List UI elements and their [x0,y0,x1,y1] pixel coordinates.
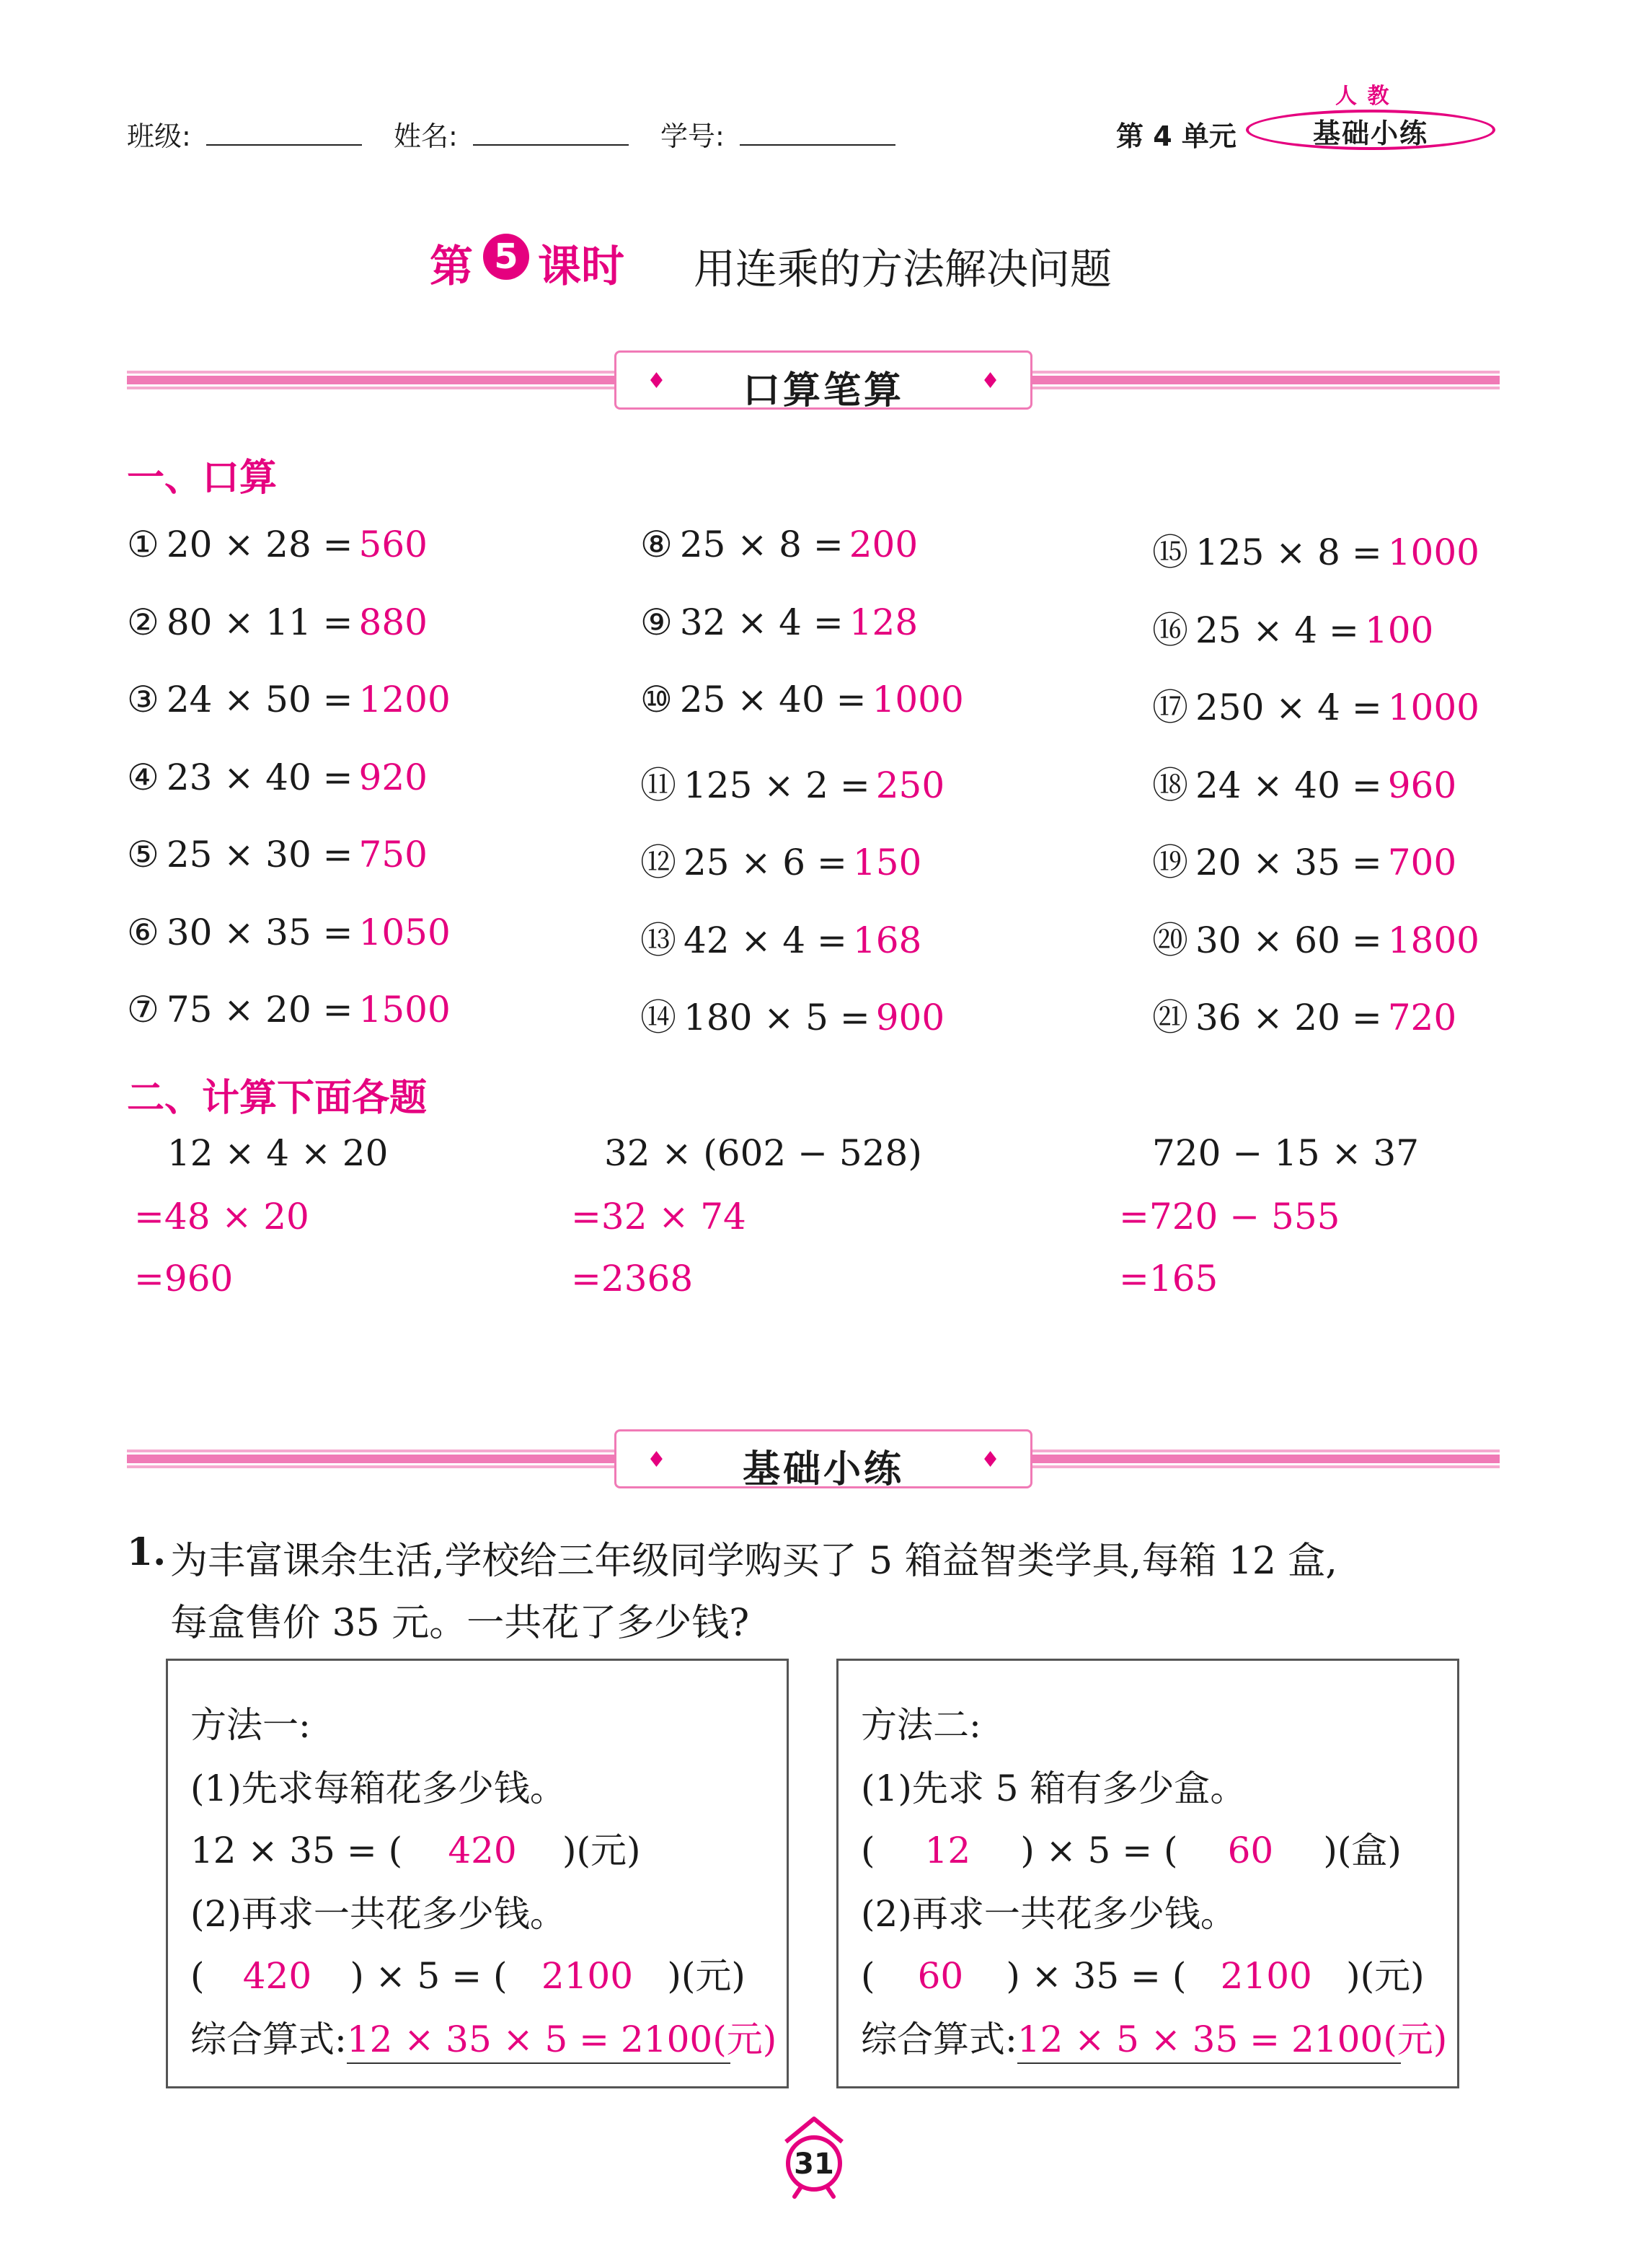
item-answer[interactable]: 1500 [358,989,451,1031]
oral-item [1152,679,1479,731]
item-number: ⑤ [127,834,159,875]
lesson-number-badge [483,234,529,280]
item-question: 250 × 4 = [1195,687,1382,728]
item-question: 32 × 4 = [679,601,844,643]
combined-label: 综合算式: [190,2018,347,2060]
banner-title: 基础小练 [742,1448,904,1491]
combined-answer[interactable]: 12 × 35 × 5 = 2100(元) [347,2011,730,2064]
item-answer[interactable]: 880 [358,601,428,643]
item-number: ① [127,524,159,565]
item-number: ③ [127,679,159,720]
method-one-step1: (1)先求每箱花多少钱。 [190,1768,566,1809]
problem-step: =2368 [571,1258,694,1300]
answer-blank[interactable]: 60 [917,1955,964,1997]
item-answer[interactable]: 560 [358,524,428,565]
oral-item [1152,834,1456,886]
oral-item [640,756,944,808]
oral-item [1152,912,1479,963]
class-label: 班级: [127,120,191,152]
oral-item [1152,524,1479,575]
answer-blank[interactable]: 420 [242,1955,312,1997]
answer-blank[interactable]: 2100 [1220,1955,1312,1997]
oral-item [640,524,918,565]
diamond-icon: ♦ [647,369,666,394]
problem-step: =165 [1119,1258,1218,1300]
combined-label: 综合算式: [861,2018,1017,2060]
item-number: ⑮ [1152,531,1188,573]
oral-item [640,912,921,963]
item-answer[interactable]: 200 [849,524,919,565]
item-question: 36 × 20 = [1195,997,1382,1038]
banner-oral-written [614,350,1032,410]
method-two-title: 方法二: [861,1704,981,1746]
item-question: 25 × 4 = [1195,609,1359,651]
item-question: 24 × 50 = [166,679,353,720]
item-answer[interactable]: 900 [875,997,945,1038]
problem-text-line1: 为丰富课余生活,学校给三年级同学购买了 5 箱益智类学具,每箱 12 盒, [170,1540,1337,1583]
problem-expression: 32 × (602 − 528) [604,1132,922,1174]
method-two-step1: (1)先求 5 箱有多少盒。 [861,1768,1247,1809]
equation-mid: ) × 35 = ( [1006,1955,1187,1997]
item-number: ⑥ [127,911,159,953]
equation-left: 12 × 35 = ( [190,1830,403,1871]
item-question: 20 × 35 = [1195,842,1382,883]
item-number: ⑨ [640,601,673,643]
item-answer[interactable]: 750 [358,834,428,875]
item-question: 24 × 40 = [1195,764,1382,806]
diamond-icon: ♦ [981,1447,1000,1473]
equation-right: )(元) [1346,1955,1425,1997]
item-question: 25 × 40 = [679,679,867,720]
equation-right: )(元) [667,1955,746,1997]
item-question: 25 × 8 = [679,524,844,565]
oral-item [640,834,921,886]
oral-item [1152,601,1433,653]
item-question: 30 × 35 = [166,911,353,953]
item-question: 30 × 60 = [1195,919,1382,961]
oral-item [127,679,451,720]
item-answer[interactable]: 1000 [1387,687,1479,728]
item-answer[interactable]: 920 [358,756,428,798]
problem-expression: 720 − 15 × 37 [1152,1132,1420,1174]
banner-basic-practice [614,1429,1032,1491]
problem-number: 1. [127,1530,167,1574]
problem-step: =48 × 20 [134,1196,309,1237]
problem-step: =32 × 74 [571,1196,746,1237]
item-question: 125 × 8 = [1195,531,1382,573]
item-number: ⑯ [1152,609,1188,651]
item-answer[interactable]: 1000 [872,679,964,720]
oral-item [1152,989,1456,1041]
oral-item [127,524,428,565]
item-question: 25 × 30 = [166,834,353,875]
item-number: ⑧ [640,524,673,565]
item-answer[interactable]: 1000 [1387,531,1479,573]
item-number: ⑱ [1152,764,1188,806]
name-label: 姓名: [394,120,458,152]
item-question: 80 × 11 = [166,601,353,643]
unit-label: 第 4 单元 [1116,120,1237,152]
item-number: ④ [127,756,159,798]
lesson-number: 5 [494,237,518,277]
lesson-topic: 用连乘的方法解决问题 [694,244,1112,294]
diamond-icon: ♦ [981,369,1000,394]
item-number: ㉑ [1152,997,1188,1038]
answer-blank[interactable]: 60 [1227,1830,1274,1871]
oral-item [127,912,451,953]
series-logo-text: 基础小练 [1312,118,1428,149]
diamond-icon: ♦ [647,1447,666,1473]
problem-text-line2: 每盒售价 35 元。一共花了多少钱? [170,1602,750,1645]
answer-blank[interactable]: 2100 [541,1955,634,1997]
oral-item [127,756,428,798]
item-answer[interactable]: 960 [1387,764,1457,806]
item-question: 20 × 28 = [166,524,353,565]
item-number: ⑭ [640,997,676,1038]
oral-item [127,601,428,643]
equation-right: )(元) [562,1830,641,1871]
equation-mid: ) × 5 = ( [1020,1830,1178,1871]
item-answer[interactable]: 100 [1364,609,1434,651]
series-top: 人 教 [1335,84,1391,109]
class-field[interactable] [206,144,362,146]
item-answer[interactable]: 150 [852,842,922,883]
oral-item [640,989,944,1041]
paren: ( [861,1955,875,1997]
item-question: 125 × 2 = [684,764,870,806]
item-answer[interactable]: 720 [1387,997,1457,1038]
title-prefix: 第 [430,242,473,292]
paren: ( [861,1830,875,1871]
oral-item [127,989,451,1031]
item-number: ⑪ [640,764,676,806]
item-answer[interactable]: 168 [852,919,922,961]
id-field[interactable] [740,144,895,146]
item-answer[interactable]: 1050 [358,911,451,953]
item-number: ⑩ [640,679,673,720]
item-number: ⑲ [1152,842,1188,883]
item-number: ⑳ [1152,919,1188,961]
id-label: 学号: [660,120,725,152]
banner-title: 口算笔算 [742,369,904,412]
item-number: ⑰ [1152,687,1188,728]
item-number: ⑦ [127,989,159,1031]
item-number: ⑫ [640,842,676,883]
section-heading-compute: 二、计算下面各题 [127,1077,428,1120]
answer-blank[interactable]: 420 [448,1830,517,1871]
problem-step: =720 − 555 [1119,1196,1340,1237]
item-number: ② [127,601,159,643]
problem-step: =960 [134,1258,234,1300]
oral-item [640,679,964,720]
item-question: 42 × 4 = [684,919,847,961]
item-answer[interactable]: 700 [1387,842,1457,883]
answer-blank[interactable]: 12 [924,1830,971,1871]
item-answer[interactable]: 250 [875,764,945,806]
item-question: 25 × 6 = [684,842,847,883]
method-one-step2: (2)再求一共花多少钱。 [190,1893,566,1935]
title-suffix: 课时 [538,242,624,292]
item-question: 180 × 5 = [684,997,870,1038]
problem-expression: 12 × 4 × 20 [167,1132,389,1174]
method-one-title: 方法一: [190,1704,311,1746]
method-two-step2: (2)再求一共花多少钱。 [861,1893,1237,1935]
oral-item [127,834,428,875]
name-field[interactable] [473,144,629,146]
item-question: 23 × 40 = [166,756,353,798]
item-question: 75 × 20 = [166,989,353,1031]
equation-right: )(盒) [1323,1830,1402,1871]
equation-mid: ) × 5 = ( [350,1955,508,1997]
page-number: 31 [794,2148,834,2181]
item-answer[interactable]: 1200 [358,679,451,720]
combined-answer[interactable]: 12 × 5 × 35 = 2100(元) [1017,2011,1401,2064]
oral-item [1152,756,1456,808]
paren: ( [190,1955,205,1997]
item-answer[interactable]: 128 [849,601,919,643]
item-number: ⑬ [640,919,676,961]
section-heading-oral: 一、口算 [127,456,278,500]
item-answer[interactable]: 1800 [1387,919,1479,961]
oral-item [640,601,918,643]
